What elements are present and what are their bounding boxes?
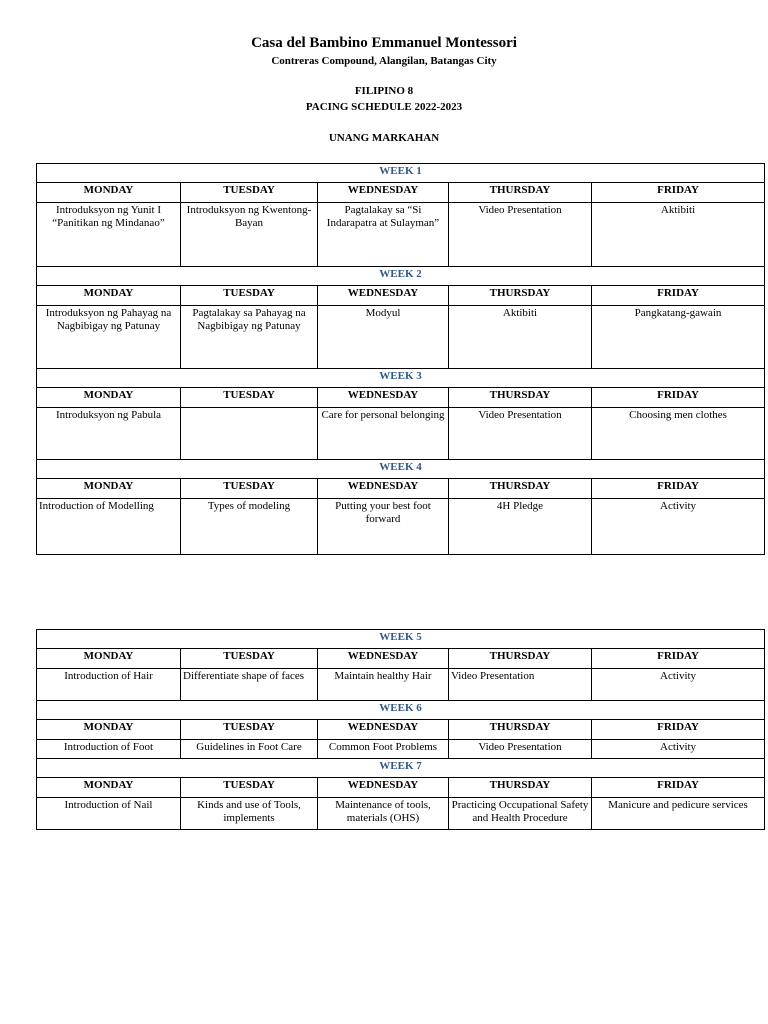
schedule-cell: Pangkatang-gawain	[592, 306, 765, 369]
schedule-cell: Introduksyon ng Kwentong-Bayan	[181, 203, 318, 267]
schedule-cell: Guidelines in Foot Care	[181, 740, 318, 759]
schedule-cell	[181, 408, 318, 460]
week-label: WEEK 2	[37, 267, 765, 286]
schedule-cell: Differentiate shape of faces	[181, 669, 318, 701]
schedule-table-weeks-1-4	[36, 163, 765, 555]
schedule-cell: Video Presentation	[449, 740, 592, 759]
schedule-cell: Maintain healthy Hair	[318, 669, 449, 701]
schedule-cell: Putting your best foot forward	[318, 499, 449, 555]
schedule-cell: Video Presentation	[449, 669, 592, 701]
day-header-friday: FRIDAY	[592, 388, 765, 408]
subject-title: FILIPINO 8	[354, 85, 414, 97]
day-header-thursday: THURSDAY	[449, 778, 592, 798]
day-header-wednesday: WEDNESDAY	[318, 286, 449, 306]
day-header-wednesday: WEDNESDAY	[318, 649, 449, 669]
day-header-tuesday: TUESDAY	[181, 778, 318, 798]
day-header-monday: MONDAY	[37, 286, 181, 306]
day-header-tuesday: TUESDAY	[181, 479, 318, 499]
schedule-cell: Pagtalakay sa Pahayag na Nagbibigay ng Patunay	[181, 306, 318, 369]
week-label: WEEK 1	[37, 164, 765, 183]
schedule-cell: Activity	[592, 740, 765, 759]
week-label: WEEK 6	[37, 701, 765, 720]
day-header-monday: MONDAY	[37, 649, 181, 669]
schedule-cell: Activity	[592, 499, 765, 555]
week-label: WEEK 3	[37, 369, 765, 388]
day-header-wednesday: WEDNESDAY	[318, 388, 449, 408]
schedule-cell: Pagtalakay sa “Si Indarapatra at Sulayman”	[318, 203, 449, 267]
schedule-cell: Introduction of Foot	[37, 740, 181, 759]
day-header-thursday: THURSDAY	[449, 286, 592, 306]
day-header-thursday: THURSDAY	[449, 479, 592, 499]
day-header-thursday: THURSDAY	[449, 649, 592, 669]
schedule-cell: Common Foot Problems	[318, 740, 449, 759]
schedule-cell: Introduksyon ng Pabula	[37, 408, 181, 460]
schedule-cell: Aktibiti	[592, 203, 765, 267]
day-header-monday: MONDAY	[37, 183, 181, 203]
day-header-tuesday: TUESDAY	[181, 720, 318, 740]
schedule-cell: Manicure and pedicure services	[592, 798, 765, 830]
day-header-friday: FRIDAY	[592, 720, 765, 740]
schedule-cell: Introduction of Nail	[37, 798, 181, 830]
day-header-wednesday: WEDNESDAY	[318, 479, 449, 499]
day-header-monday: MONDAY	[37, 479, 181, 499]
week-label: WEEK 7	[37, 759, 765, 778]
day-header-wednesday: WEDNESDAY	[318, 778, 449, 798]
day-header-thursday: THURSDAY	[449, 388, 592, 408]
schedule-cell: Types of modeling	[181, 499, 318, 555]
week-label: WEEK 5	[37, 630, 765, 649]
day-header-friday: FRIDAY	[592, 778, 765, 798]
quarter-title: UNANG MARKAHAN	[328, 132, 440, 144]
schedule-cell: Video Presentation	[449, 203, 592, 267]
schedule-table-weeks-5-7	[36, 629, 765, 830]
day-header-tuesday: TUESDAY	[181, 649, 318, 669]
schedule-title: PACING SCHEDULE 2022-2023	[305, 101, 463, 113]
schedule-cell: Choosing men clothes	[592, 408, 765, 460]
day-header-thursday: THURSDAY	[449, 183, 592, 203]
day-header-tuesday: TUESDAY	[181, 286, 318, 306]
day-header-friday: FRIDAY	[592, 183, 765, 203]
schedule-cell: Introduction of Hair	[37, 669, 181, 701]
schedule-cell: Care for personal belonging	[318, 408, 449, 460]
schedule-cell: 4H Pledge	[449, 499, 592, 555]
school-address: Contreras Compound, Alangilan, Batangas City	[271, 55, 497, 67]
schedule-cell: Maintenance of tools, materials (OHS)	[318, 798, 449, 830]
day-header-monday: MONDAY	[37, 388, 181, 408]
schedule-cell: Video Presentation	[449, 408, 592, 460]
schedule-cell: Aktibiti	[449, 306, 592, 369]
schedule-cell: Practicing Occupational Safety and Health Procedure	[449, 798, 592, 830]
school-name: Casa del Bambino Emmanuel Montessori	[251, 35, 517, 51]
schedule-cell: Introduction of Modelling	[37, 499, 181, 555]
week-label: WEEK 4	[37, 460, 765, 479]
day-header-friday: FRIDAY	[592, 286, 765, 306]
schedule-cell: Kinds and use of Tools, implements	[181, 798, 318, 830]
day-header-tuesday: TUESDAY	[181, 183, 318, 203]
schedule-cell: Introduksyon ng Yunit I “Panitikan ng Mindanao”	[37, 203, 181, 267]
day-header-friday: FRIDAY	[592, 479, 765, 499]
day-header-tuesday: TUESDAY	[181, 388, 318, 408]
day-header-monday: MONDAY	[37, 778, 181, 798]
schedule-cell: Activity	[592, 669, 765, 701]
day-header-wednesday: WEDNESDAY	[318, 183, 449, 203]
day-header-thursday: THURSDAY	[449, 720, 592, 740]
schedule-cell: Modyul	[318, 306, 449, 369]
schedule-cell: Introduksyon ng Pahayag na Nagbibigay ng Patunay	[37, 306, 181, 369]
day-header-monday: MONDAY	[37, 720, 181, 740]
day-header-friday: FRIDAY	[592, 649, 765, 669]
day-header-wednesday: WEDNESDAY	[318, 720, 449, 740]
